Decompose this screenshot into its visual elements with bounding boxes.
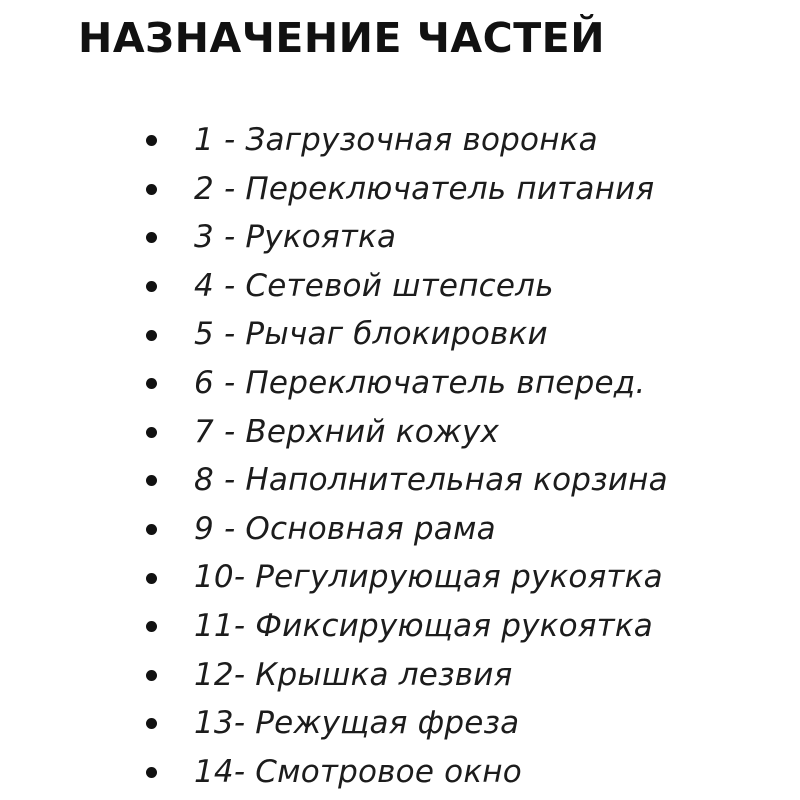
bullet-icon [146, 330, 157, 341]
list-item [0, 651, 800, 700]
bullet-icon [146, 184, 157, 195]
list-item-text: 14- Смотровое окно [194, 753, 522, 790]
list-item-text: 3 - Рукоятка [194, 219, 397, 256]
list-item-text: 2 - Переключатель питания [194, 170, 655, 207]
list-item [0, 408, 800, 457]
list-item-text: 5 - Рычаг блокировки [194, 316, 548, 353]
parts-list [0, 116, 800, 796]
list-item [0, 262, 800, 311]
bullet-icon [146, 135, 157, 146]
list-item-text: 6 - Переключатель вперед. [194, 364, 646, 401]
list-item [0, 213, 800, 262]
bullet-icon [146, 621, 157, 632]
bullet-icon [146, 232, 157, 243]
bullet-icon [146, 718, 157, 729]
list-item [0, 748, 800, 797]
bullet-icon [146, 524, 157, 535]
list-item [0, 505, 800, 554]
bullet-icon [146, 475, 157, 486]
bullet-icon [146, 378, 157, 389]
list-item [0, 602, 800, 651]
list-item-text: 7 - Верхний кожух [194, 413, 500, 450]
list-item [0, 310, 800, 359]
list-item-text: 11- Фиксирующая рукоятка [194, 607, 653, 644]
list-item [0, 165, 800, 214]
list-item-text: 13- Режущая фреза [194, 705, 520, 742]
list-item-text: 1 - Загрузочная воронка [194, 122, 598, 158]
list-item [0, 553, 800, 602]
list-item [0, 456, 800, 505]
list-item-text: 4 - Сетевой штепсель [194, 267, 554, 304]
list-item-text: 10- Регулирующая рукоятка [194, 559, 663, 596]
bullet-icon [146, 767, 157, 778]
bullet-icon [146, 281, 157, 292]
list-item [0, 359, 800, 408]
list-item-text: 9 - Основная рама [194, 510, 496, 547]
list-item [0, 699, 800, 748]
bullet-icon [146, 573, 157, 584]
list-item-text: 8 - Наполнительная корзина [194, 462, 668, 499]
list-item-text: 12- Крышка лезвия [194, 656, 513, 693]
bullet-icon [146, 427, 157, 438]
bullet-icon [146, 670, 157, 681]
list-item [0, 116, 800, 165]
page-title: НАЗНАЧЕНИЕ ЧАСТЕЙ [78, 14, 606, 62]
